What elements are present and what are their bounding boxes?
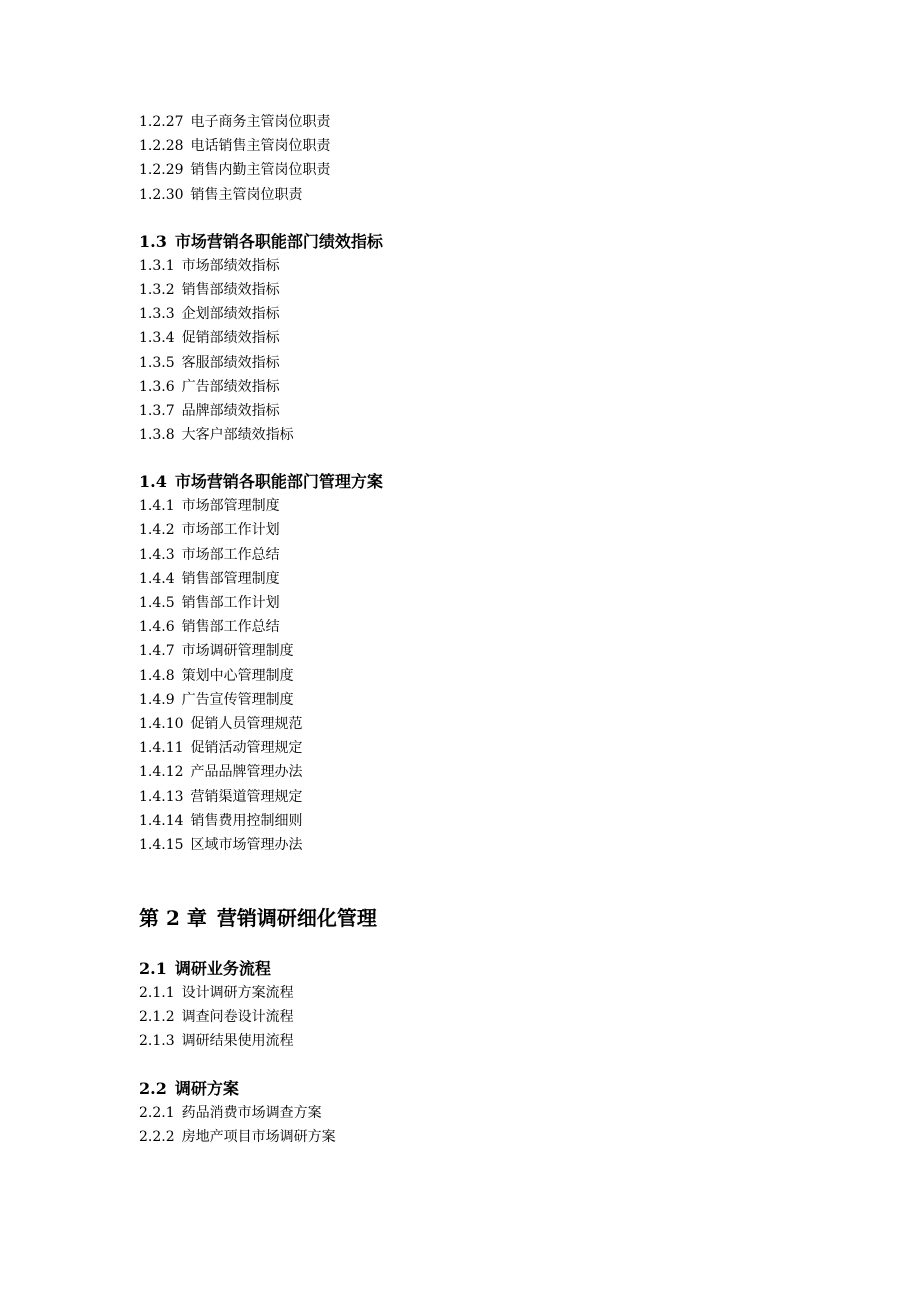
entry-number: 1.2.30 xyxy=(139,186,184,203)
entry-title: 销售内勤主管岗位职责 xyxy=(190,162,331,179)
toc-entry xyxy=(139,326,839,350)
entry-number: 1.4.8 xyxy=(139,667,175,684)
toc-entry xyxy=(139,639,839,663)
toc-entry xyxy=(139,183,839,207)
toc-entry xyxy=(139,1029,839,1053)
toc-entry xyxy=(139,278,839,302)
chapter-heading xyxy=(139,903,839,933)
entry-title: 广告宣传管理制度 xyxy=(181,691,294,708)
entry-number: 1.3 xyxy=(139,231,167,251)
entry-number: 1.4.9 xyxy=(139,691,175,708)
entry-number: 1.3.8 xyxy=(139,427,175,444)
toc-entry xyxy=(139,785,839,809)
entry-title: 营销调研细化管理 xyxy=(216,906,377,931)
toc-entry xyxy=(139,134,839,158)
spacer xyxy=(139,1054,839,1077)
entry-number: 1.3.2 xyxy=(139,281,175,298)
entry-title: 市场调研管理制度 xyxy=(181,643,294,660)
toc-entry xyxy=(139,543,839,567)
entry-number: 1.4.1 xyxy=(139,498,175,515)
entry-number: 1.2.27 xyxy=(139,114,184,130)
entry-number: 1.4.10 xyxy=(139,715,184,732)
entry-title: 销售主管岗位职责 xyxy=(190,186,303,203)
entry-title: 市场部绩效指标 xyxy=(181,257,280,274)
toc-entry xyxy=(139,110,839,134)
entry-title: 电话销售主管岗位职责 xyxy=(190,138,331,155)
toc-entry xyxy=(139,712,839,736)
entry-title: 销售部工作总结 xyxy=(181,619,280,636)
entry-number: 2.1 xyxy=(139,959,167,979)
section-heading xyxy=(139,230,839,254)
entry-number: 1.2.29 xyxy=(139,162,184,179)
entry-title: 调查问卷设计流程 xyxy=(181,1009,294,1026)
entry-number: 1.4.7 xyxy=(139,643,175,660)
entry-number: 2.1.1 xyxy=(139,985,175,1002)
entry-title: 市场部工作总结 xyxy=(181,546,280,563)
toc-entry xyxy=(139,518,839,542)
entry-number: 1.4.14 xyxy=(139,812,184,829)
entry-number: 1.4.5 xyxy=(139,595,175,611)
entry-title: 调研结果使用流程 xyxy=(181,1033,294,1050)
entry-number: 1.3.6 xyxy=(139,378,175,395)
section-heading xyxy=(139,470,839,494)
entry-number: 1.4.11 xyxy=(139,740,184,757)
toc-entry xyxy=(139,736,839,760)
entry-title: 销售部绩效指标 xyxy=(181,281,280,298)
toc-entry xyxy=(139,664,839,688)
toc-entry xyxy=(139,254,839,278)
toc-entry xyxy=(139,1101,839,1125)
entry-number: 2.2.2 xyxy=(139,1128,175,1145)
toc-entry xyxy=(139,351,839,375)
toc-entry xyxy=(139,375,839,399)
spacer xyxy=(139,933,839,957)
toc-entry xyxy=(139,1125,839,1149)
entry-number: 1.4 xyxy=(139,472,167,492)
toc-entry xyxy=(139,1005,839,1029)
toc-entry xyxy=(139,494,839,518)
entry-title: 调研业务流程 xyxy=(174,959,271,979)
entry-title: 促销部绩效指标 xyxy=(181,330,280,347)
table-of-contents xyxy=(139,110,839,1149)
entry-number: 1.3.5 xyxy=(139,354,175,371)
entry-title: 市场部管理制度 xyxy=(181,498,280,515)
entry-title: 品牌部绩效指标 xyxy=(181,402,280,419)
entry-number: 1.3.7 xyxy=(139,402,175,419)
entry-title: 设计调研方案流程 xyxy=(181,985,294,1002)
entry-title: 客服部绩效指标 xyxy=(181,354,280,371)
entry-title: 市场部工作计划 xyxy=(181,522,280,539)
entry-title: 市场营销各职能部门管理方案 xyxy=(174,472,383,492)
toc-entry xyxy=(139,833,839,857)
entry-title: 企划部绩效指标 xyxy=(181,306,280,323)
entry-title: 销售费用控制细则 xyxy=(190,812,303,829)
entry-title: 促销活动管理规定 xyxy=(190,740,303,757)
toc-entry xyxy=(139,302,839,326)
entry-title: 房地产项目市场调研方案 xyxy=(181,1128,336,1145)
entry-title: 电子商务主管岗位职责 xyxy=(190,114,331,130)
spacer xyxy=(139,447,839,470)
toc-entry xyxy=(139,809,839,833)
entry-title: 药品消费市场调查方案 xyxy=(181,1104,322,1121)
entry-number: 1.3.1 xyxy=(139,257,175,274)
toc-entry xyxy=(139,423,839,447)
entry-number: 1.4.2 xyxy=(139,522,175,539)
entry-number: 2.2 xyxy=(139,1078,167,1098)
toc-entry xyxy=(139,399,839,423)
entry-title: 促销人员管理规范 xyxy=(190,715,303,732)
entry-number: 1.2.28 xyxy=(139,138,184,155)
toc-entry xyxy=(139,158,839,182)
entry-number: 1.3.4 xyxy=(139,330,175,347)
toc-entry xyxy=(139,615,839,639)
entry-title: 策划中心管理制度 xyxy=(181,667,294,684)
entry-number: 1.4.15 xyxy=(139,836,184,853)
entry-number: 2.1.2 xyxy=(139,1009,175,1026)
entry-number: 1.4.12 xyxy=(139,764,184,781)
entry-title: 调研方案 xyxy=(174,1078,239,1098)
entry-title: 大客户部绩效指标 xyxy=(181,427,294,444)
entry-number: 1.4.3 xyxy=(139,546,175,563)
entry-title: 销售部工作计划 xyxy=(181,595,280,611)
entry-title: 广告部绩效指标 xyxy=(181,378,280,395)
spacer xyxy=(139,207,839,230)
entry-title: 销售部管理制度 xyxy=(181,570,280,587)
entry-number: 1.4.6 xyxy=(139,619,175,636)
entry-number: 1.4.13 xyxy=(139,788,184,805)
section-heading xyxy=(139,1077,839,1101)
entry-number: 第 2 章 xyxy=(139,906,207,931)
entry-number: 2.2.1 xyxy=(139,1104,175,1121)
spacer xyxy=(139,857,839,903)
entry-title: 市场营销各职能部门绩效指标 xyxy=(174,231,383,251)
entry-title: 区域市场管理办法 xyxy=(190,836,303,853)
entry-number: 2.1.3 xyxy=(139,1033,175,1050)
entry-number: 1.4.4 xyxy=(139,570,175,587)
toc-entry xyxy=(139,591,839,615)
entry-number: 1.3.3 xyxy=(139,306,175,323)
toc-entry xyxy=(139,981,839,1005)
toc-entry xyxy=(139,760,839,784)
toc-entry xyxy=(139,688,839,712)
entry-title: 产品品牌管理办法 xyxy=(190,764,303,781)
toc-entry xyxy=(139,567,839,591)
entry-title: 营销渠道管理规定 xyxy=(190,788,303,805)
section-heading xyxy=(139,957,839,981)
